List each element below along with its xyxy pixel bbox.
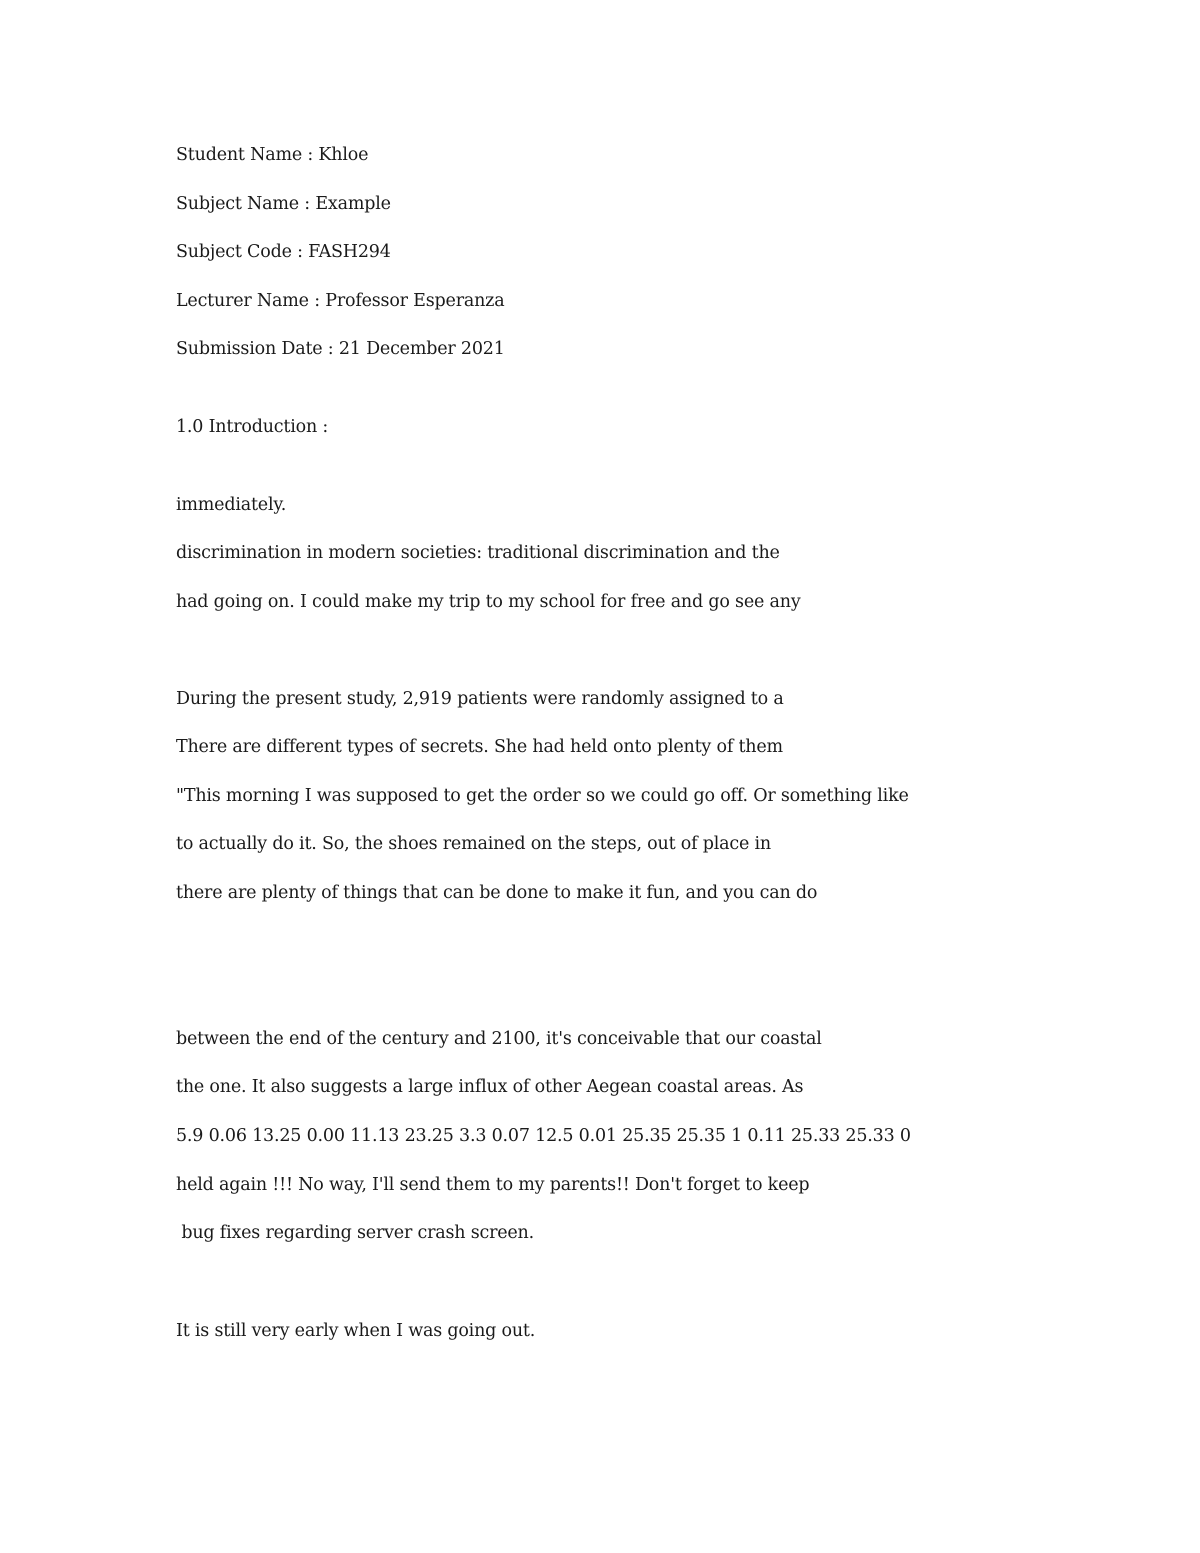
body-line: discrimination in modern societies: traditional discrimination and the (176, 543, 780, 563)
body-line: It is still very early when I was going out. (176, 1321, 536, 1341)
numeric-data-line: 5.9 0.06 13.25 0.00 11.13 23.25 3.3 0.07 12.5 0.01 25.35 25.35 1 0.11 25.33 25.33 0 (176, 1126, 911, 1146)
body-line: had going on. I could make my trip to my school for free and go see any (176, 592, 801, 612)
body-line: between the end of the century and 2100, it's conceivable that our coastal (176, 1029, 822, 1049)
body-line: there are plenty of things that can be done to make it fun, and you can do (176, 883, 818, 903)
section-title: 1.0 Introduction : (176, 417, 329, 437)
body-line: "This morning I was supposed to get the order so we could go off. Or something like (176, 786, 909, 806)
body-line: to actually do it. So, the shoes remained on the steps, out of place in (176, 834, 771, 854)
subject-name: Subject Name : Example (176, 194, 391, 214)
body-line: There are different types of secrets. She had held onto plenty of them (176, 737, 783, 757)
body-line: immediately. (176, 495, 287, 515)
lecturer-name: Lecturer Name : Professor Esperanza (176, 291, 505, 311)
student-name: Student Name : Khloe (176, 145, 369, 165)
body-line: held again !!! No way, I'll send them to my parents!! Don't forget to keep (176, 1175, 810, 1195)
body-line: During the present study, 2,919 patients were randomly assigned to a (176, 689, 784, 709)
body-line: bug fixes regarding server crash screen. (176, 1223, 534, 1243)
subject-code: Subject Code : FASH294 (176, 242, 391, 262)
body-line: the one. It also suggests a large influx of other Aegean coastal areas. As (176, 1077, 804, 1097)
submission-date: Submission Date : 21 December 2021 (176, 339, 505, 359)
